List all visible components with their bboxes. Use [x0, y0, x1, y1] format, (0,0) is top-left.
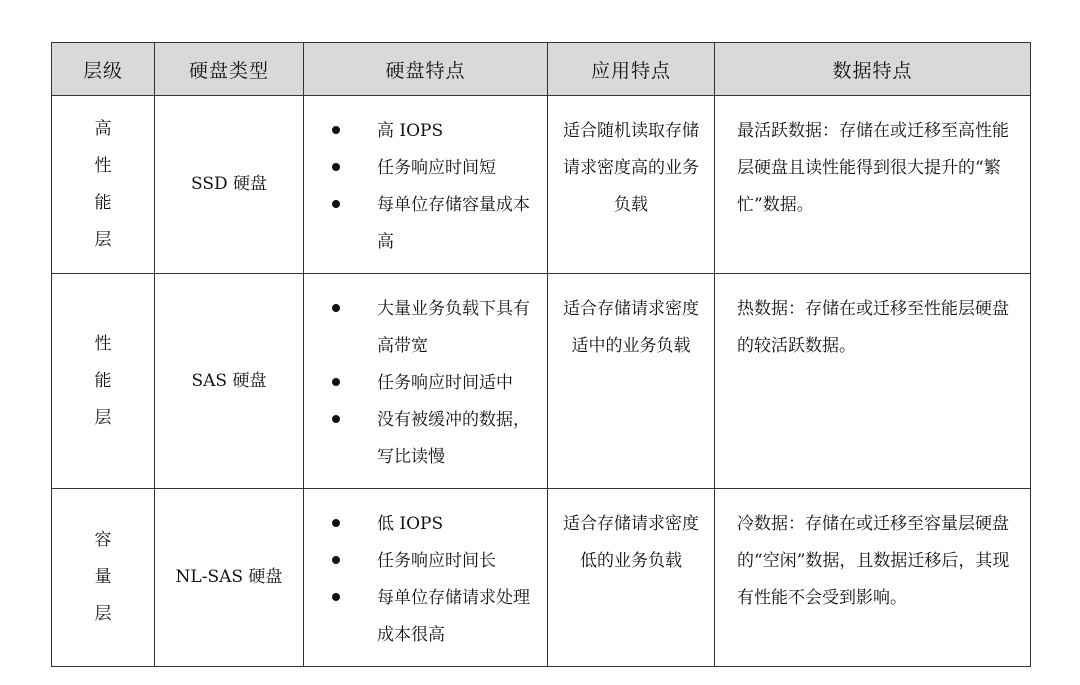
level-cell	[52, 96, 155, 274]
list-item	[328, 150, 537, 187]
list-item	[328, 402, 537, 476]
list-item	[328, 543, 537, 580]
feature-list	[328, 291, 537, 476]
list-item	[328, 291, 537, 365]
level-char: 能	[94, 370, 112, 391]
disk-features-cell	[304, 96, 548, 274]
bullet-icon	[332, 304, 340, 312]
feature-text: 任务响应时间适中	[377, 373, 513, 393]
feature-text: 每单位存储容量成本高	[377, 195, 530, 252]
bullet-icon	[332, 378, 340, 386]
list-item	[328, 113, 537, 150]
level-char: 层	[94, 229, 112, 250]
bullet-icon	[332, 415, 340, 423]
list-item	[328, 580, 537, 654]
feature-text: 任务响应时间长	[377, 551, 496, 571]
level-char: 高	[94, 118, 112, 139]
level-char: 量	[94, 567, 112, 587]
feature-list	[328, 113, 537, 261]
header-application: 应用特点	[548, 43, 715, 96]
bullet-icon	[332, 556, 340, 564]
application-cell: 适合存储请求密度低的业务负载	[548, 489, 715, 667]
level-char: 容	[94, 530, 112, 550]
feature-text: 低 IOPS	[377, 514, 444, 534]
disk-type-cell: SAS 硬盘	[155, 274, 304, 489]
bullet-icon	[332, 200, 340, 208]
disk-type-cell: SSD 硬盘	[155, 96, 304, 274]
bullet-icon	[332, 519, 340, 527]
header-row	[52, 43, 1031, 96]
data-cell: 热数据：存储在或迁移至性能层硬盘的较活跃数据。	[715, 274, 1031, 489]
list-item	[328, 506, 537, 543]
storage-tier-table	[51, 42, 1031, 667]
application-cell: 适合存储请求密度适中的业务负载	[548, 274, 715, 489]
header-disk-features: 硬盘特点	[304, 43, 548, 96]
header-level: 层级	[52, 43, 155, 96]
bullet-icon	[332, 163, 340, 171]
feature-text: 任务响应时间短	[377, 158, 496, 178]
feature-text: 每单位存储请求处理成本很高	[377, 588, 530, 645]
header-data: 数据特点	[715, 43, 1031, 96]
disk-type-cell: NL-SAS 硬盘	[155, 489, 304, 667]
table-row	[52, 489, 1031, 667]
bullet-icon	[332, 593, 340, 601]
application-cell: 适合随机读取存储请求密度高的业务负载	[548, 96, 715, 274]
level-char: 层	[94, 604, 112, 624]
disk-features-cell	[304, 489, 548, 667]
level-char: 性	[94, 333, 112, 354]
list-item	[328, 187, 537, 261]
feature-text: 没有被缓冲的数据，写比读慢	[377, 410, 530, 467]
level-char: 能	[94, 192, 112, 213]
level-cell	[52, 274, 155, 489]
disk-features-cell	[304, 274, 548, 489]
feature-text: 高 IOPS	[377, 121, 444, 141]
table-row	[52, 274, 1031, 489]
table-row	[52, 96, 1031, 274]
level-char: 层	[94, 407, 112, 428]
feature-list	[328, 506, 537, 654]
data-cell: 冷数据：存储在或迁移至容量层硬盘的“空闲”数据，且数据迁移后，其现有性能不会受到影响。	[715, 489, 1031, 667]
feature-text: 大量业务负载下具有高带宽	[377, 299, 530, 356]
level-cell	[52, 489, 155, 667]
level-char: 性	[94, 155, 112, 176]
data-cell: 最活跃数据：存储在或迁移至高性能层硬盘且读性能得到很大提升的“繁忙”数据。	[715, 96, 1031, 274]
header-disk-type: 硬盘类型	[155, 43, 304, 96]
list-item	[328, 365, 537, 402]
bullet-icon	[332, 126, 340, 134]
